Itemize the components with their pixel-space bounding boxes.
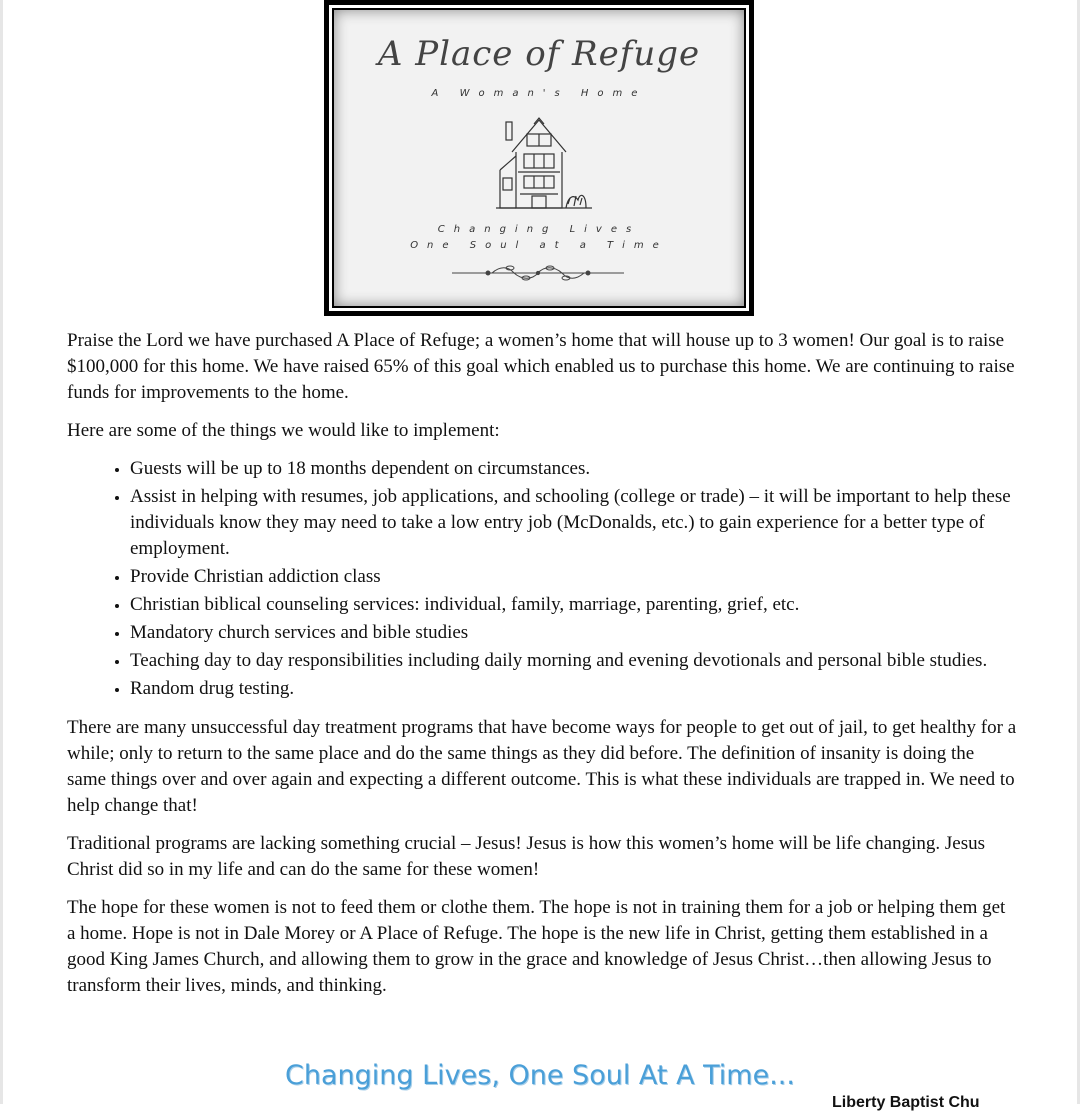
logo-subtitle: A Woman's Home [431,88,647,99]
page-edge-left [0,0,3,1104]
list-item: • Teaching day to day responsibilities including daily morning and evening devotionals and personal bible studies. [130,648,1017,674]
logo-image [324,0,754,316]
list-item: • Assist in helping with resumes, job applications, and schooling (college or trade) – it will be important to help these individuals know they may need to take a low entry job (McDonalds, etc.) to gain experience for a better type of employment. [130,484,1017,562]
jesus-paragraph: Traditional programs are lacking something crucial – Jesus! Jesus is how this women’s home will be life changing. Jesus Christ did so in my life and can do the same for these women! [67,833,986,880]
list-item: • Christian biblical counseling services: individual, family, marriage, parenting, grief, etc. [130,592,1017,618]
logo-title: A Place of Refuge [377,34,701,74]
logo-tagline-line1: Changing Lives [437,224,641,235]
list-intro: Here are some of the things we would like to implement: [67,420,500,441]
footer-slogan: Changing Lives, One Soul At A Time... [285,1060,795,1091]
logo-tagline-line2: One Soul at a Time [410,240,668,251]
list-item: • Guests will be up to 18 months dependent on circumstances. [130,456,1017,482]
article-body [67,328,1017,1011]
vine-ornament-icon [452,262,624,284]
implementation-list [67,456,1017,702]
list-item: • Random drug testing. [130,676,1017,702]
list-item: • Mandatory church services and bible studies [130,620,1017,646]
insanity-paragraph: There are many unsuccessful day treatment programs that have become ways for people to get out of jail, to get healthy for a while; only to return to the same place and do the same things as they did before. The definition of insanity is doing the same things over and over again and expecting a different outcome. This is what these individuals are trapped in. We need to help change that! [67,717,1017,816]
list-item: • Provide Christian addiction class [130,564,1017,590]
hope-paragraph: The hope for these women is not to feed them or clothe them. The hope is not in training them for a job or helping them get a home. Hope is not in Dale Morey or A Place of Refuge. The hope is the new life in Christ, getting them established in a good King James Church, and allowing them to grow in the grace and knowledge of Jesus Christ…then allowing Jesus to transform their lives, minds, and thinking. [67,897,1006,996]
intro-paragraph: Praise the Lord we have purchased A Place of Refuge; a women’s home that will house up to 3 women! Our goal is to raise $100,000 for this home. We have raised 65% of this goal which enabled us to purchase this home. We are continuing to raise funds for improvements to the home. [67,330,1015,403]
house-icon [494,112,594,218]
footer-cut-text: Liberty Baptist Chu [832,1094,980,1111]
